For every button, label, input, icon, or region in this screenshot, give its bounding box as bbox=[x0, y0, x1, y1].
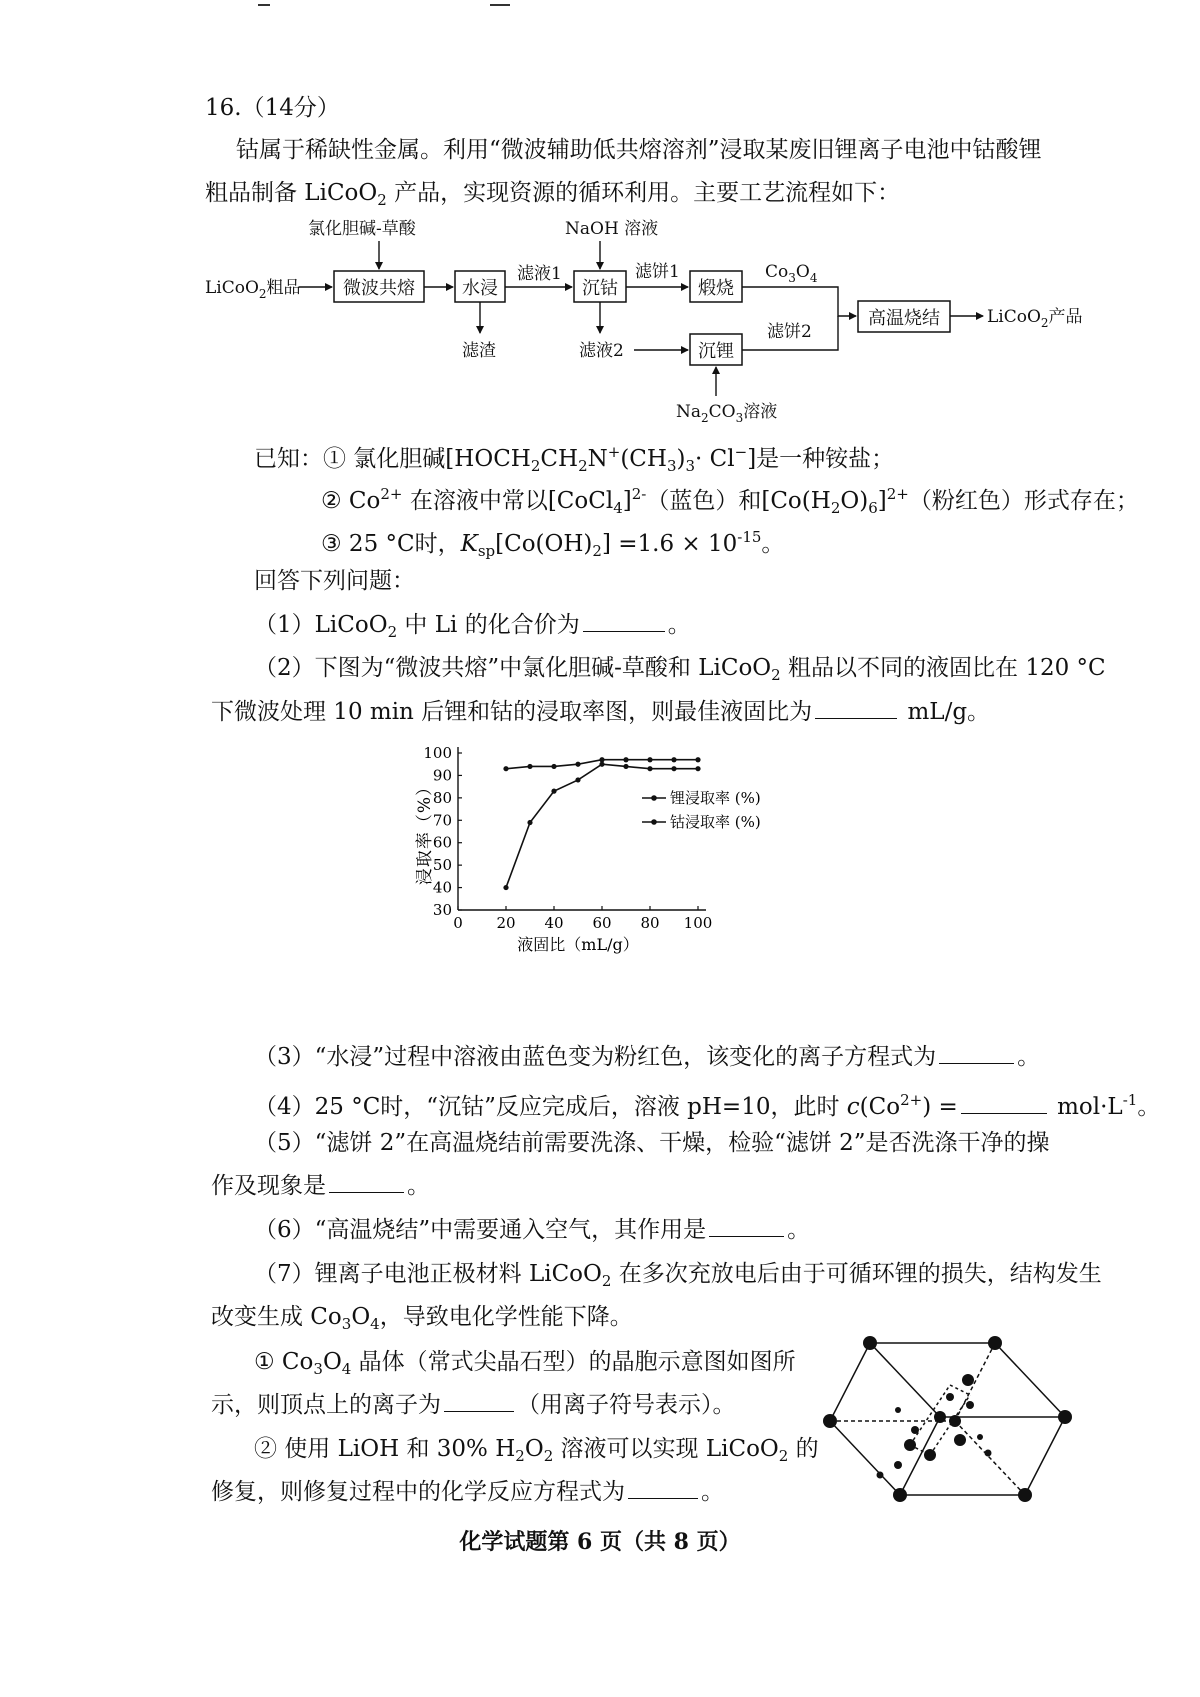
y-tick-label: 70 bbox=[432, 811, 452, 830]
step-label: 沉钴 bbox=[582, 278, 618, 299]
y-tick-label: 50 bbox=[432, 856, 452, 875]
legend-label-2: 钴浸取率 (%) bbox=[670, 813, 761, 831]
question-5-line-2: 作及现象是 。 bbox=[211, 1170, 430, 1202]
intro-line-2: 粗品制备 LiCoO$_2$ 产品，实现资源的循环利用。主要工艺流程如下： bbox=[205, 180, 901, 209]
answer-lead: 回答下列问题： bbox=[254, 568, 415, 594]
answer-blank[interactable] bbox=[939, 1041, 1014, 1064]
label-filter-residue: 滤渣 bbox=[462, 341, 496, 361]
known-2: ② $Co^{2+}$ 在溶液中常以[CoCl$_4$]$^{2-}$（蓝色）和$[Co(H_2O)_6]^{2+}$（粉红色）形式存在； bbox=[321, 485, 1139, 517]
answer-blank[interactable] bbox=[444, 1389, 514, 1412]
data-point-1 bbox=[671, 757, 676, 762]
answer-blank[interactable] bbox=[583, 609, 665, 632]
data-point-2 bbox=[647, 766, 652, 771]
data-point-1 bbox=[503, 766, 508, 771]
question-2-line-2: 下微波处理 10 min 后锂和钴的浸取率图，则最佳液固比为 mL/g。 bbox=[211, 696, 990, 728]
known-3: ③ 25 °C时，$K_{sp}[Co(OH)_2] =1.6 \times 10^{-15}$。 bbox=[321, 528, 785, 560]
label-filtrate-2: 滤液2 bbox=[579, 341, 624, 361]
label-filter-cake-1: 滤饼1 bbox=[635, 262, 680, 282]
step-label: 高温烧结 bbox=[868, 308, 940, 329]
step-label: 微波共熔 bbox=[343, 278, 415, 299]
y-tick-label: 90 bbox=[432, 766, 452, 785]
data-point-1 bbox=[695, 757, 700, 762]
data-point-2 bbox=[503, 885, 508, 890]
data-point-1 bbox=[647, 757, 652, 762]
x-tick-label: 80 bbox=[640, 914, 660, 932]
intro-line-1: 钴属于稀缺性金属。利用“微波辅助低共熔溶剂”浸取某废旧锂离子电池中钴酸锂 bbox=[236, 137, 1042, 163]
known-1: 已知：① 氯化胆碱$[HOCH_2CH_2N^+(CH_3)_3\cdot Cl^-]$是一种铵盐； bbox=[254, 443, 895, 475]
data-point-2 bbox=[671, 766, 676, 771]
data-point-1 bbox=[623, 757, 628, 762]
leaching-rate-chart bbox=[415, 735, 820, 1025]
answer-blank[interactable] bbox=[815, 696, 897, 719]
question-7-line-1: （7）锂离子电池正极材料 LiCoO$_2$ 在多次充放电后由于可循环锂的损失，结构发生 bbox=[254, 1261, 1102, 1290]
data-point-1 bbox=[575, 762, 580, 767]
y-tick-label: 40 bbox=[432, 878, 452, 897]
step-label: 水浸 bbox=[462, 278, 498, 299]
x-tick-label: 40 bbox=[544, 914, 564, 932]
y-axis-label: 浸取率（%） bbox=[415, 777, 435, 886]
legend-marker-1 bbox=[651, 795, 657, 801]
x-tick-label: 20 bbox=[496, 914, 516, 932]
x-tick-label: 0 bbox=[453, 914, 463, 932]
data-point-2 bbox=[527, 820, 532, 825]
reagent-na2co3: $Na_2CO_3$溶液 bbox=[676, 402, 778, 425]
question-7-part-2-line-2: 修复，则修复过程中的化学反应方程式为 。 bbox=[211, 1476, 724, 1508]
input-licoo2-crude: LiCoO$_2$粗品 bbox=[205, 278, 301, 301]
label-filtrate-1: 滤液1 bbox=[517, 264, 562, 284]
x-tick-label: 100 bbox=[683, 914, 713, 932]
question-2-line-1: （2）下图为“微波共熔”中氯化胆碱-草酸和 LiCoO$_2$ 粗品以不同的液固比在 120 °C bbox=[254, 655, 1106, 684]
data-point-1 bbox=[527, 764, 532, 769]
label-filter-cake-2: 滤饼2 bbox=[767, 322, 812, 342]
data-point-1 bbox=[599, 757, 604, 762]
question-6: （6）“高温烧结”中需要通入空气，其作用是 。 bbox=[254, 1214, 810, 1246]
data-point-1 bbox=[551, 764, 556, 769]
y-tick-label: 60 bbox=[432, 833, 452, 852]
answer-blank[interactable] bbox=[961, 1091, 1047, 1114]
reagent-naoh: NaOH 溶液 bbox=[565, 219, 659, 239]
reagent-choline-oxalic: 氯化胆碱-草酸 bbox=[308, 219, 416, 239]
data-point-2 bbox=[575, 777, 580, 782]
y-tick-label: 100 bbox=[423, 744, 452, 762]
answer-blank[interactable] bbox=[628, 1476, 698, 1499]
question-7-part-1-line-2: 示，则顶点上的离子为 （用离子符号表示）。 bbox=[211, 1389, 736, 1421]
arrow bbox=[742, 287, 856, 316]
co3o4-spinel-unit-cell-diagram bbox=[790, 1325, 1100, 1510]
legend-marker-2 bbox=[651, 819, 657, 825]
step-label: 沉锂 bbox=[698, 341, 734, 362]
data-point-2 bbox=[551, 789, 556, 794]
data-point-2 bbox=[623, 764, 628, 769]
question-4: （4）25 °C时，“沉钴”反应完成后，溶液 pH=10，此时 $c(Co^{2+}) = mol\cdot L^{-1}$。 bbox=[254, 1091, 1161, 1120]
y-tick-label: 30 bbox=[432, 901, 452, 919]
question-7-line-2: 改变生成 $Co_3O_4$，导致电化学性能下降。 bbox=[211, 1304, 633, 1333]
question-header: 16.（14分） bbox=[205, 95, 340, 121]
x-axis-label: 液固比（mL/g） bbox=[517, 935, 639, 954]
page-footer: 化学试题第 6 页（共 8 页） bbox=[459, 1529, 741, 1555]
x-tick-label: 60 bbox=[592, 914, 612, 932]
legend-label-1: 锂浸取率 (%) bbox=[670, 789, 761, 807]
question-5-line-1: （5）“滤饼 2”在高温烧结前需要洗涤、干燥，检验“滤饼 2”是否洗涤干净的操 bbox=[254, 1130, 1050, 1156]
question-7-part-2-line-1: ② 使用 LiOH 和 30% $H_2O_2$ 溶液可以实现 LiCoO$_2$ 的 bbox=[254, 1436, 819, 1465]
question-7-part-1-line-1: ① $Co_3O_4$ 晶体（常式尖晶石型）的晶胞示意图如图所 bbox=[254, 1349, 796, 1378]
y-tick-label: 80 bbox=[432, 788, 452, 807]
product-licoo2: LiCoO$_2$产品 bbox=[987, 307, 1083, 330]
step-label: 煅烧 bbox=[698, 278, 734, 299]
question-3: （3）“水浸”过程中溶液由蓝色变为粉红色，该变化的离子方程式为 。 bbox=[254, 1041, 1040, 1073]
question-1: （1）LiCoO$_2$ 中 Li 的化合价为 。 bbox=[254, 609, 691, 648]
process-flow-diagram bbox=[0, 0, 1200, 440]
label-co3o4: $Co_3O_4$ bbox=[765, 262, 818, 285]
answer-blank[interactable] bbox=[709, 1214, 784, 1237]
data-point-2 bbox=[695, 766, 700, 771]
data-point-2 bbox=[599, 762, 604, 767]
answer-blank[interactable] bbox=[329, 1170, 404, 1193]
